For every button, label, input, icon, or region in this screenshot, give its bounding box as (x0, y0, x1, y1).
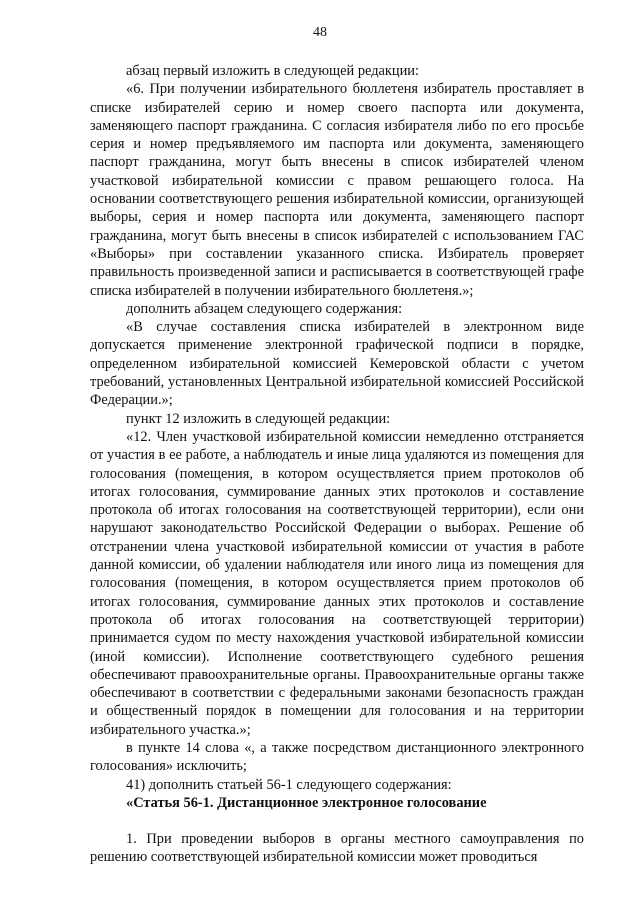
paragraph-electronic-list: «В случае составления списка избирателей в электронном виде допускается применение электронной графической подписи в порядке, определенном избирательной комиссией Кемеровской области с учетом требований, установленных Центральной избирательной комиссией Российской Федерации.»; (90, 319, 584, 409)
paragraph-amendment-intro-2: дополнить абзацем следующего содержания: (126, 300, 403, 317)
article-heading: «Статья 56-1. Дистанционное электронное голосование (126, 794, 487, 811)
spacer (90, 812, 584, 830)
paragraph-article-clause-1: 1. При проведении выборов в органы местного самоуправления по решению соответствующей избирательной комиссии может проводиться (90, 831, 584, 866)
paragraph-clause-14: в пункте 14 слова «, а также посредством дистанционного электронного голосования» исключить; (90, 739, 584, 775)
paragraph-amendment-intro-3: пункт 12 изложить в следующей редакции: (126, 410, 391, 427)
page-number: 48 (313, 25, 327, 40)
document-body (90, 62, 584, 867)
paragraph-clause-12: «12. Член участковой избирательной комиссии немедленно отстраняется от участия в ее работе, а наблюдатель и иные лица удаляются из помещения для голосования (помещения, в котором осуществляется прием протоколов об итогах голосования, суммирование данных этих протоколов и составление протокола об итогах голосования на соответствующей территории), если они нарушают законодательство Российской Федерации о выборах. Решение об отстранении члена участковой избирательной комиссии от участия в работе данной комиссии, об удалении наблюдателя или иного лица из помещения для голосования (помещения, в котором осуществляется прием протоколов об итогах голосования, суммирование данных этих протоколов и составление протокола об итогах голосования на соответствующей территории) принимается судом по месту нахождения участковой избирательной комиссии (иной комиссии). Исполнение соответствующего судебного решения обеспечивают правоохранительные органы. Правоохранительные органы также обеспечивают в соответствии с федеральными законами безопасность граждан и общественный порядок в помещении для голосования и на территории избирательного участка.»; (90, 428, 584, 738)
paragraph-amendment-intro-1: абзац первый изложить в следующей редакции: (126, 63, 420, 79)
paragraph-item-41: 41) дополнить статьей 56-1 следующего содержания: (126, 776, 452, 793)
paragraph-clause-6: «6. При получении избирательного бюллетеня избиратель проставляет в списке избирателей серию и номер своего паспорта или документа, заменяющего паспорт гражданина. С согласия избирателя либо по его просьбе серия и номер предъявляемого им паспорта или документа, заменяющего паспорт гражданина, могут быть внесены в список избирателей членом участковой избирательной комиссии с правом решающего голоса. На основании соответствующего решения избирательной комиссии, организующей выборы, серия и номер паспорта или документа, заменяющего паспорт гражданина, могут быть внесены в список избирателей с использованием ГАС «Выборы» при составлении указанного списка. Избиратель проверяет правильность произведенной записи и расписывается в соответствующей графе списка избирателей в получении избирательного бюллетеня.»; (90, 81, 584, 299)
